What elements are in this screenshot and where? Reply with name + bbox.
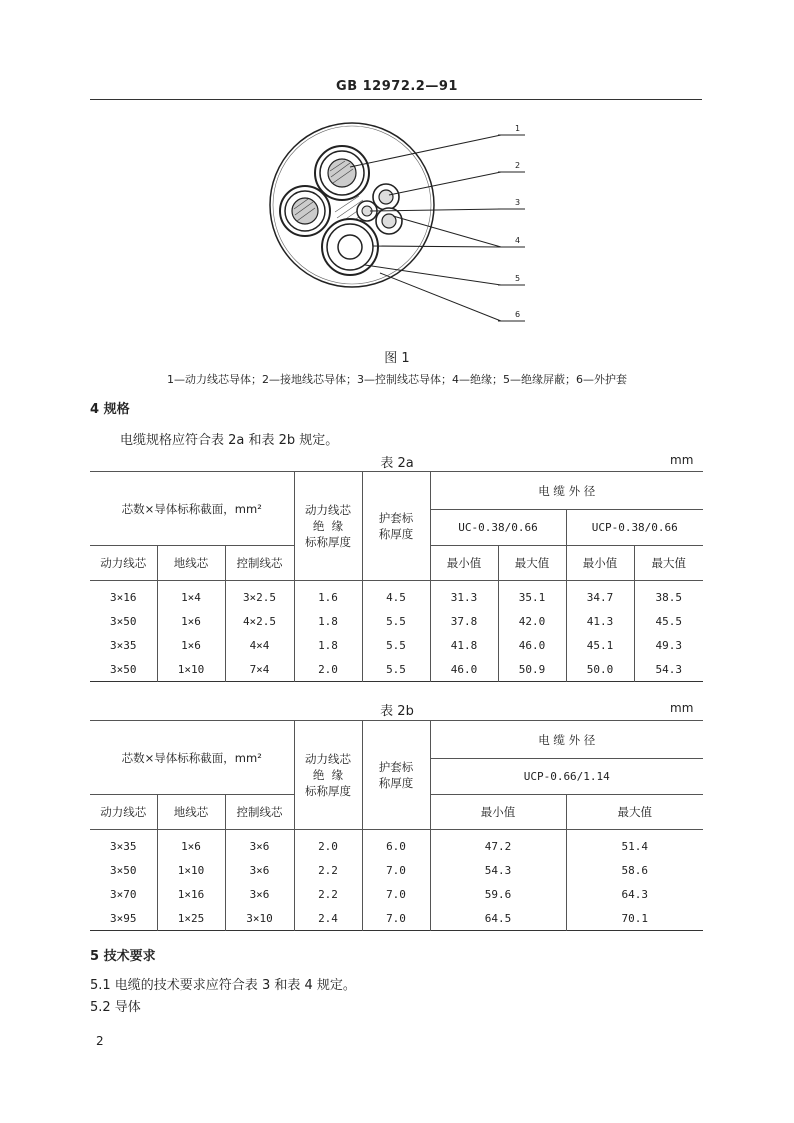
table-cell: 1×6 (157, 830, 225, 859)
header-uc: UC-0.38/0.66 (430, 510, 566, 546)
table-cell: 54.3 (430, 858, 566, 882)
table-cell: 6.0 (362, 830, 430, 859)
table-cell: 3×6 (225, 882, 294, 906)
table-cell: 64.5 (430, 906, 566, 931)
section-5-heading: 5 技术要求 (90, 949, 156, 964)
table-cell: 54.3 (634, 657, 703, 682)
document-header: GB 12972.2—91 (336, 79, 458, 94)
table-cell: 37.8 (430, 609, 498, 633)
table-cell: 2.2 (294, 882, 362, 906)
table-cell: 35.1 (498, 581, 566, 610)
power-core-top (315, 146, 369, 200)
table-cell: 45.1 (566, 633, 634, 657)
page-number: 2 (96, 1034, 104, 1048)
table-cell: 1.6 (294, 581, 362, 610)
figure-title: 图 1 (384, 351, 410, 366)
table-row (90, 830, 703, 859)
table-cell: 1.8 (294, 633, 362, 657)
power-core-bottom (322, 219, 378, 275)
table-cell: 41.8 (430, 633, 498, 657)
table-cell: 31.3 (430, 581, 498, 610)
header-power-core: 动力线芯 (90, 546, 157, 581)
table-cell: 3×6 (225, 858, 294, 882)
table-cell: 51.4 (566, 830, 703, 859)
table-cell: 3×2.5 (225, 581, 294, 610)
header-min: 最小值 (430, 795, 566, 830)
table-2b-title: 表 2b (380, 704, 414, 719)
table-cell: 7×4 (225, 657, 294, 682)
header-power-core: 动力线芯 (90, 795, 157, 830)
table-row (90, 906, 703, 931)
header-sheath-thickness: 护套标 称厚度 (362, 721, 430, 830)
table-cell: 2.0 (294, 657, 362, 682)
control-core-top (373, 184, 399, 210)
table-cell: 50.9 (498, 657, 566, 682)
table-cell: 42.0 (498, 609, 566, 633)
header-max: 最大值 (566, 795, 703, 830)
header-insulation-thickness: 动力线芯 绝 缘 标称厚度 (294, 721, 362, 830)
callout-1: 1 (515, 124, 521, 133)
header-min-uc: 最小值 (430, 546, 498, 581)
table-cell: 7.0 (362, 906, 430, 931)
header-earth-core: 地线芯 (157, 546, 225, 581)
header-insulation-thickness: 动力线芯 绝 缘 标称厚度 (294, 472, 362, 581)
callout-6: 6 (515, 310, 521, 319)
table-2b (90, 720, 703, 931)
section-4-heading: 4 规格 (90, 402, 130, 417)
table-cell: 3×10 (225, 906, 294, 931)
table-cell: 50.0 (566, 657, 634, 682)
table-cell: 3×16 (90, 581, 157, 610)
table-cell: 3×35 (90, 830, 157, 859)
header-cores-section: 芯数×导体标称截面，mm² (90, 721, 294, 795)
table-row (90, 581, 703, 610)
header-control-core: 控制线芯 (225, 546, 294, 581)
table-cell: 58.6 (566, 858, 703, 882)
header-ucp: UCP-0.66/1.14 (430, 759, 703, 795)
table-2a-title: 表 2a (380, 456, 414, 471)
header-min-ucp: 最小值 (566, 546, 634, 581)
table-cell: 64.3 (566, 882, 703, 906)
table-row (90, 633, 703, 657)
table-cell: 5.5 (362, 609, 430, 633)
header-outer-diameter: 电 缆 外 径 (430, 472, 703, 510)
table-cell: 5.5 (362, 633, 430, 657)
header-outer-diameter: 电 缆 外 径 (430, 721, 703, 759)
table-cell: 7.0 (362, 882, 430, 906)
table-cell: 46.0 (498, 633, 566, 657)
header-cores-section: 芯数×导体标称截面，mm² (90, 472, 294, 546)
table-cell: 3×70 (90, 882, 157, 906)
table-cell: 34.7 (566, 581, 634, 610)
table-cell: 1×10 (157, 657, 225, 682)
table-cell: 3×50 (90, 609, 157, 633)
header-ucp: UCP-0.38/0.66 (566, 510, 703, 546)
callout-3: 3 (515, 198, 521, 207)
table-cell: 2.0 (294, 830, 362, 859)
table-cell: 2.4 (294, 906, 362, 931)
header-earth-core: 地线芯 (157, 795, 225, 830)
table-cell: 7.0 (362, 858, 430, 882)
callout-2: 2 (515, 161, 521, 170)
table-cell: 41.3 (566, 609, 634, 633)
table-cell: 2.2 (294, 858, 362, 882)
table-cell: 1.8 (294, 609, 362, 633)
table-row (90, 657, 703, 682)
section-4-text: 电缆规格应符合表 2a 和表 2b 规定。 (120, 433, 339, 448)
table-cell: 47.2 (430, 830, 566, 859)
table-2b-unit: mm (670, 701, 694, 715)
table-cell: 70.1 (566, 906, 703, 931)
figure-caption: 1—动力线芯导体；2—接地线芯导体；3—控制线芯导体；4—绝缘；5—绝缘屏蔽；6—外护套 (167, 373, 627, 386)
power-core-left (280, 186, 330, 236)
table-2a (90, 471, 703, 682)
header-sheath-thickness: 护套标 称厚度 (362, 472, 430, 581)
control-core-right (376, 208, 402, 234)
table-cell: 38.5 (634, 581, 703, 610)
table-cell: 1×16 (157, 882, 225, 906)
table-cell: 4.5 (362, 581, 430, 610)
table-cell: 3×35 (90, 633, 157, 657)
table-2a-unit: mm (670, 453, 694, 467)
cable-cross-section-figure (265, 115, 540, 330)
table-cell: 5.5 (362, 657, 430, 682)
header-control-core: 控制线芯 (225, 795, 294, 830)
table-cell: 4×2.5 (225, 609, 294, 633)
section-5-2-text: 5.2 导体 (90, 1000, 141, 1015)
table-row (90, 609, 703, 633)
table-cell: 59.6 (430, 882, 566, 906)
table-cell: 3×50 (90, 858, 157, 882)
table-cell: 1×6 (157, 609, 225, 633)
callout-4: 4 (515, 236, 521, 245)
section-5-1-text: 5.1 电缆的技术要求应符合表 3 和表 4 规定。 (90, 978, 356, 993)
header-rule (90, 99, 702, 100)
table-cell: 3×50 (90, 657, 157, 682)
table-cell: 3×6 (225, 830, 294, 859)
callout-5: 5 (515, 274, 521, 283)
table-row (90, 882, 703, 906)
table-cell: 49.3 (634, 633, 703, 657)
table-cell: 1×10 (157, 858, 225, 882)
header-max-ucp: 最大值 (634, 546, 703, 581)
table-cell: 1×6 (157, 633, 225, 657)
table-cell: 1×4 (157, 581, 225, 610)
table-cell: 3×95 (90, 906, 157, 931)
table-cell: 46.0 (430, 657, 498, 682)
table-cell: 1×25 (157, 906, 225, 931)
table-cell: 4×4 (225, 633, 294, 657)
header-max-uc: 最大值 (498, 546, 566, 581)
leader-line-6 (380, 273, 501, 321)
table-cell: 45.5 (634, 609, 703, 633)
table-row (90, 858, 703, 882)
